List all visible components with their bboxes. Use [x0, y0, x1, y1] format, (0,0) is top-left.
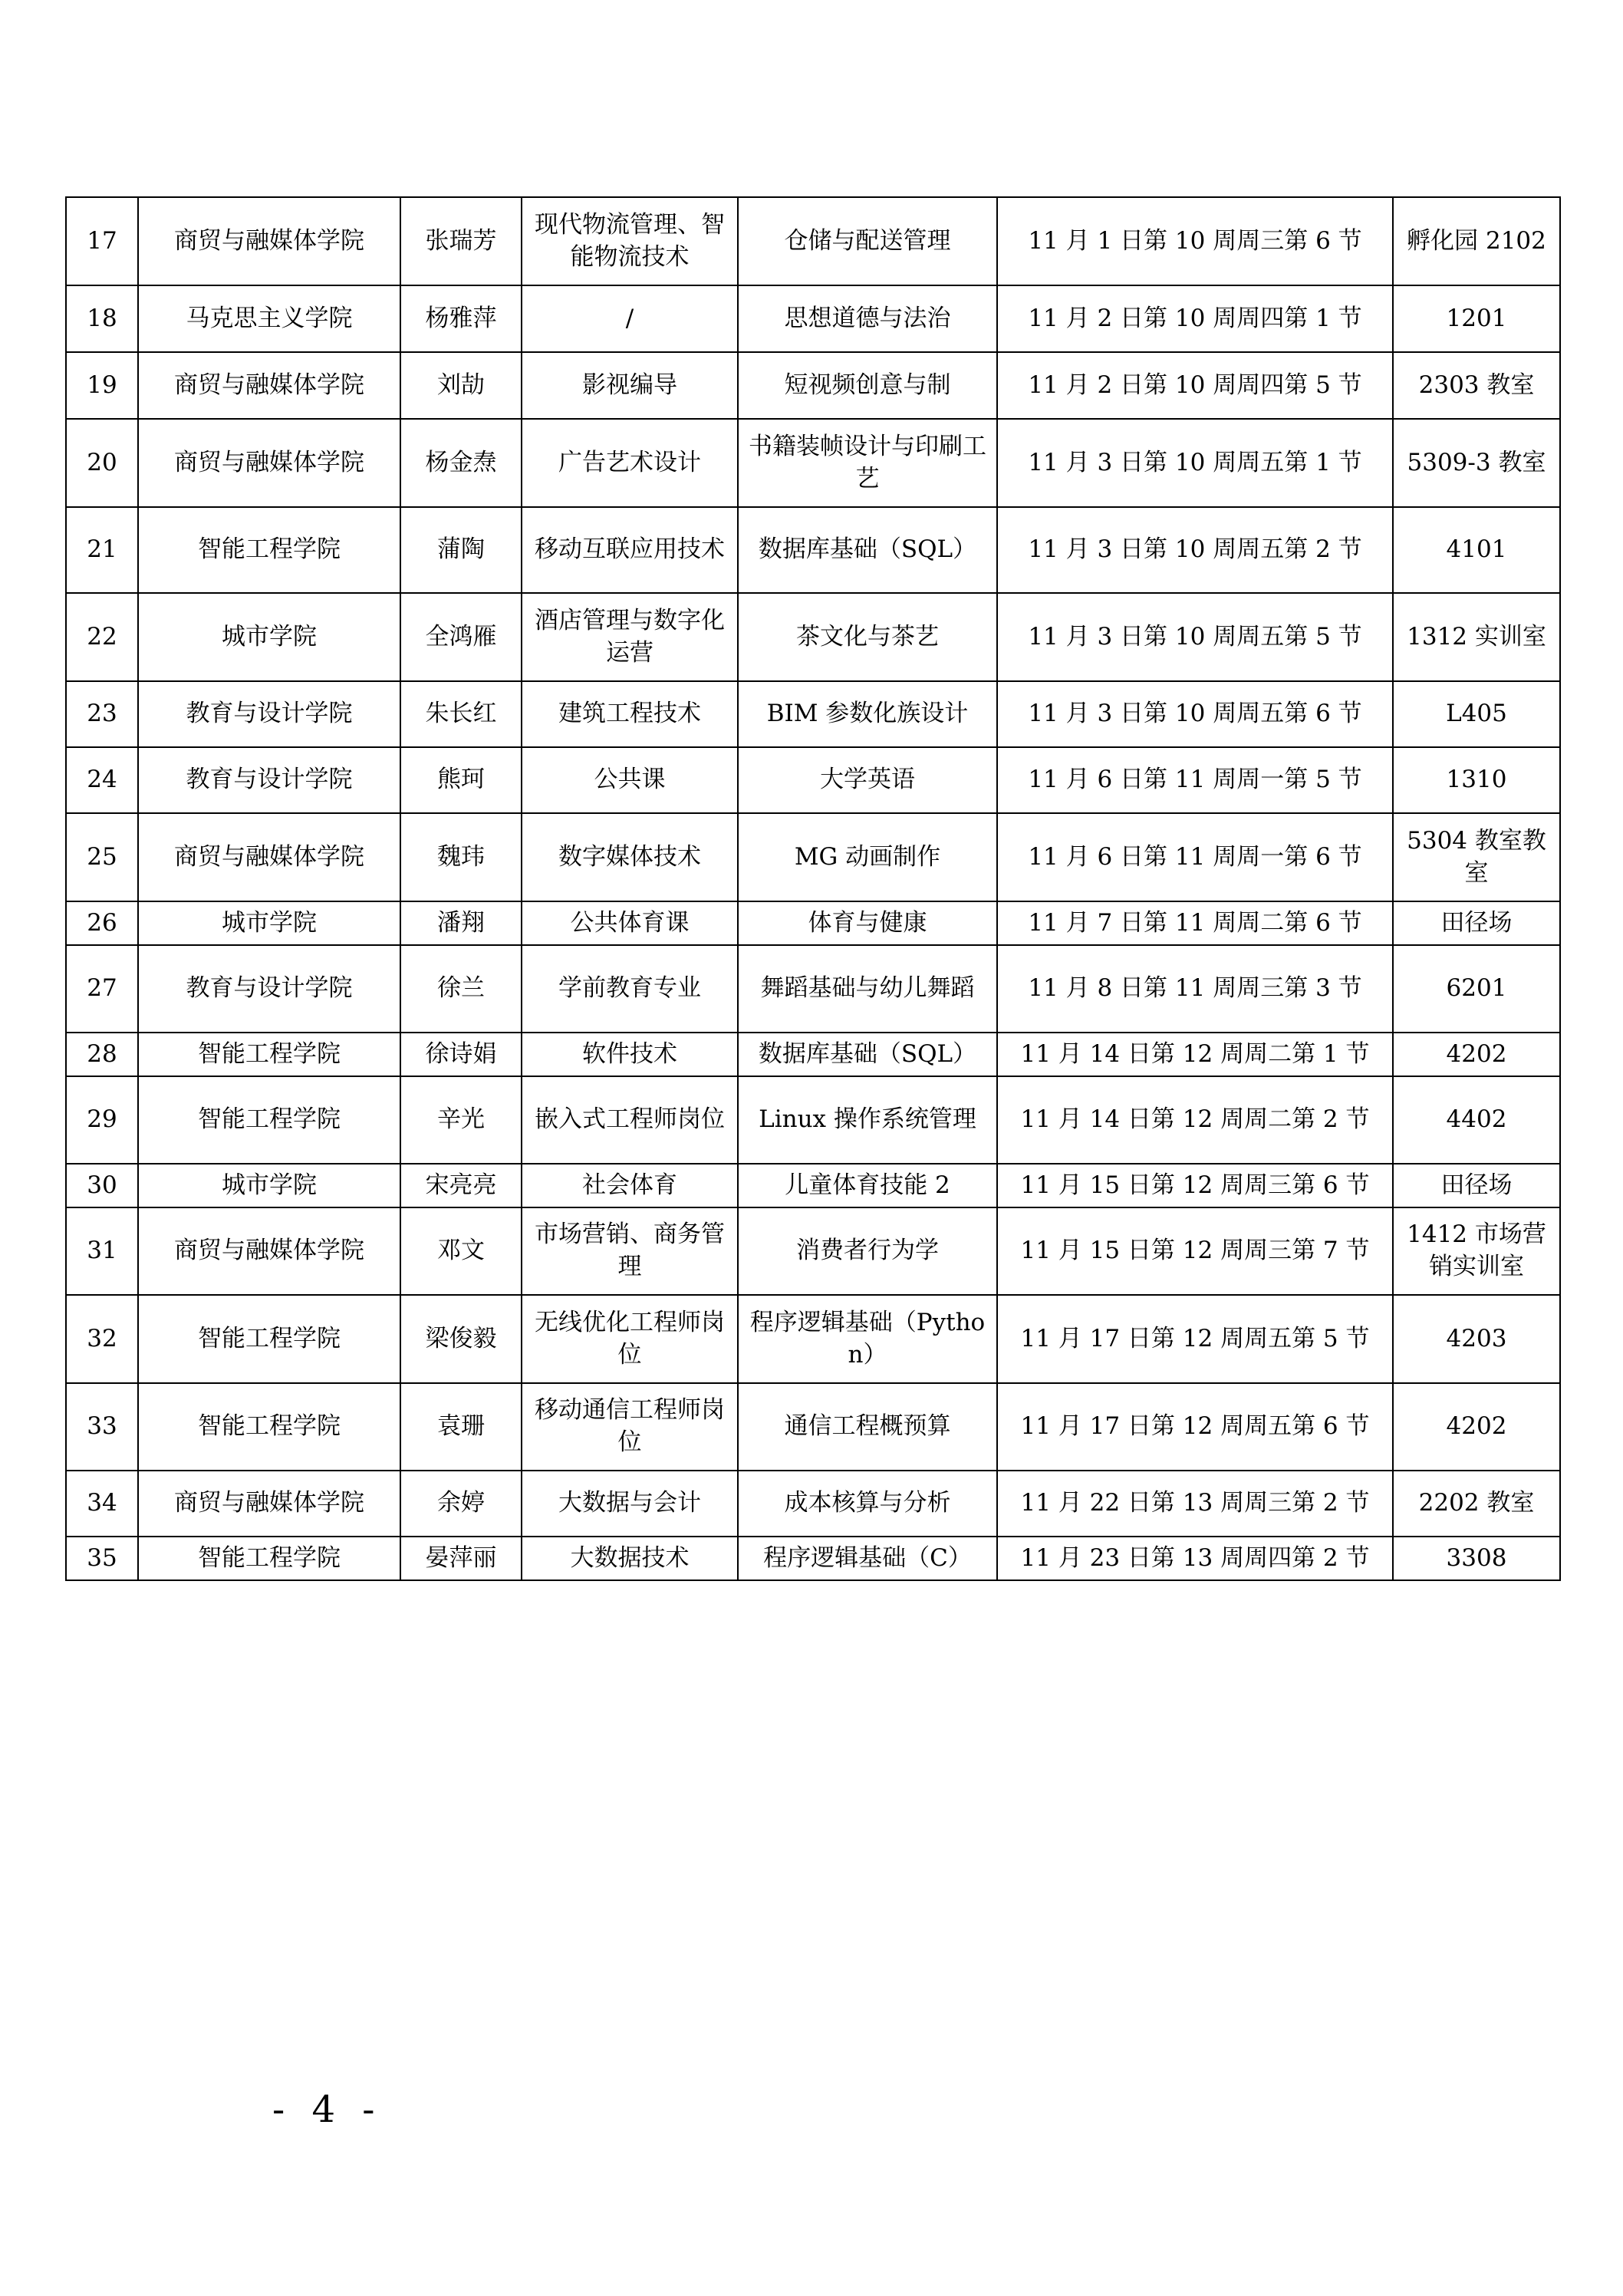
- time-cell: 11 月 3 日第 10 周周五第 1 节: [997, 419, 1393, 507]
- row-number-cell: 21: [66, 507, 138, 593]
- teacher-cell: 余婷: [400, 1471, 522, 1537]
- teacher-cell: 潘翔: [400, 901, 522, 945]
- place-cell: 1201: [1393, 285, 1560, 352]
- teacher-cell: 晏萍丽: [400, 1537, 522, 1580]
- major-cell: 移动互联应用技术: [522, 507, 738, 593]
- college-cell: 商贸与融媒体学院: [138, 419, 400, 507]
- time-cell: 11 月 6 日第 11 周周一第 5 节: [997, 747, 1393, 813]
- teacher-cell: 刘劼: [400, 352, 522, 419]
- row-number-cell: 22: [66, 593, 138, 681]
- time-cell: 11 月 22 日第 13 周周三第 2 节: [997, 1471, 1393, 1537]
- course-cell: Linux 操作系统管理: [738, 1076, 997, 1164]
- row-number-cell: 33: [66, 1383, 138, 1471]
- college-cell: 商贸与融媒体学院: [138, 813, 400, 901]
- table-row: [66, 1295, 1560, 1383]
- row-number-cell: 32: [66, 1295, 138, 1383]
- major-cell: 影视编导: [522, 352, 738, 419]
- college-cell: 教育与设计学院: [138, 945, 400, 1033]
- place-cell: 4402: [1393, 1076, 1560, 1164]
- time-cell: 11 月 6 日第 11 周周一第 6 节: [997, 813, 1393, 901]
- table-row: [66, 197, 1560, 285]
- place-cell: 3308: [1393, 1537, 1560, 1580]
- page-number: - 4 -: [272, 2088, 383, 2131]
- time-cell: 11 月 17 日第 12 周周五第 6 节: [997, 1383, 1393, 1471]
- college-cell: 智能工程学院: [138, 1295, 400, 1383]
- place-cell: 1310: [1393, 747, 1560, 813]
- teacher-cell: 辛光: [400, 1076, 522, 1164]
- time-cell: 11 月 14 日第 12 周周二第 1 节: [997, 1033, 1393, 1076]
- college-cell: 城市学院: [138, 1164, 400, 1207]
- table-row: [66, 1033, 1560, 1076]
- row-number-cell: 26: [66, 901, 138, 945]
- row-number-cell: 20: [66, 419, 138, 507]
- place-cell: 孵化园 2102: [1393, 197, 1560, 285]
- teacher-cell: 蒲陶: [400, 507, 522, 593]
- course-cell: MG 动画制作: [738, 813, 997, 901]
- table-row: [66, 285, 1560, 352]
- teacher-cell: 杨金焘: [400, 419, 522, 507]
- schedule-table: [65, 196, 1561, 1581]
- course-cell: 消费者行为学: [738, 1207, 997, 1295]
- time-cell: 11 月 2 日第 10 周周四第 1 节: [997, 285, 1393, 352]
- place-cell: 6201: [1393, 945, 1560, 1033]
- college-cell: 城市学院: [138, 593, 400, 681]
- college-cell: 教育与设计学院: [138, 681, 400, 747]
- course-cell: 短视频创意与制: [738, 352, 997, 419]
- course-cell: 程序逻辑基础（C）: [738, 1537, 997, 1580]
- teacher-cell: 熊珂: [400, 747, 522, 813]
- table-row: [66, 681, 1560, 747]
- teacher-cell: 全鸿雁: [400, 593, 522, 681]
- time-cell: 11 月 15 日第 12 周周三第 7 节: [997, 1207, 1393, 1295]
- table-row: [66, 813, 1560, 901]
- teacher-cell: 宋亮亮: [400, 1164, 522, 1207]
- place-cell: 1412 市场营销实训室: [1393, 1207, 1560, 1295]
- place-cell: 2303 教室: [1393, 352, 1560, 419]
- time-cell: 11 月 14 日第 12 周周二第 2 节: [997, 1076, 1393, 1164]
- major-cell: 市场营销、商务管理: [522, 1207, 738, 1295]
- teacher-cell: 魏玮: [400, 813, 522, 901]
- time-cell: 11 月 2 日第 10 周周四第 5 节: [997, 352, 1393, 419]
- row-number-cell: 17: [66, 197, 138, 285]
- major-cell: 酒店管理与数字化运营: [522, 593, 738, 681]
- place-cell: 4101: [1393, 507, 1560, 593]
- course-cell: 茶文化与茶艺: [738, 593, 997, 681]
- time-cell: 11 月 17 日第 12 周周五第 5 节: [997, 1295, 1393, 1383]
- time-cell: 11 月 15 日第 12 周周三第 6 节: [997, 1164, 1393, 1207]
- teacher-cell: 徐兰: [400, 945, 522, 1033]
- major-cell: 大数据技术: [522, 1537, 738, 1580]
- major-cell: 大数据与会计: [522, 1471, 738, 1537]
- place-cell: 5304 教室教室: [1393, 813, 1560, 901]
- table-row: [66, 1076, 1560, 1164]
- major-cell: 移动通信工程师岗位: [522, 1383, 738, 1471]
- college-cell: 智能工程学院: [138, 1033, 400, 1076]
- time-cell: 11 月 3 日第 10 周周五第 5 节: [997, 593, 1393, 681]
- major-cell: /: [522, 285, 738, 352]
- course-cell: 通信工程概预算: [738, 1383, 997, 1471]
- row-number-cell: 29: [66, 1076, 138, 1164]
- course-cell: 数据库基础（SQL）: [738, 507, 997, 593]
- table-row: [66, 352, 1560, 419]
- college-cell: 马克思主义学院: [138, 285, 400, 352]
- college-cell: 智能工程学院: [138, 1076, 400, 1164]
- college-cell: 商贸与融媒体学院: [138, 1207, 400, 1295]
- course-cell: 书籍装帧设计与印刷工艺: [738, 419, 997, 507]
- course-cell: BIM 参数化族设计: [738, 681, 997, 747]
- place-cell: 4202: [1393, 1383, 1560, 1471]
- course-cell: 程序逻辑基础（Python）: [738, 1295, 997, 1383]
- course-cell: 大学英语: [738, 747, 997, 813]
- major-cell: 学前教育专业: [522, 945, 738, 1033]
- time-cell: 11 月 23 日第 13 周周四第 2 节: [997, 1537, 1393, 1580]
- table-row: [66, 507, 1560, 593]
- course-cell: 思想道德与法治: [738, 285, 997, 352]
- table-row: [66, 1471, 1560, 1537]
- row-number-cell: 18: [66, 285, 138, 352]
- row-number-cell: 24: [66, 747, 138, 813]
- table-row: [66, 593, 1560, 681]
- college-cell: 商贸与融媒体学院: [138, 352, 400, 419]
- row-number-cell: 23: [66, 681, 138, 747]
- college-cell: 智能工程学院: [138, 1537, 400, 1580]
- major-cell: 现代物流管理、智能物流技术: [522, 197, 738, 285]
- place-cell: 1312 实训室: [1393, 593, 1560, 681]
- major-cell: 公共课: [522, 747, 738, 813]
- table-row: [66, 1537, 1560, 1580]
- table-row: [66, 901, 1560, 945]
- major-cell: 社会体育: [522, 1164, 738, 1207]
- course-cell: 成本核算与分析: [738, 1471, 997, 1537]
- row-number-cell: 19: [66, 352, 138, 419]
- college-cell: 教育与设计学院: [138, 747, 400, 813]
- college-cell: 智能工程学院: [138, 1383, 400, 1471]
- college-cell: 城市学院: [138, 901, 400, 945]
- row-number-cell: 34: [66, 1471, 138, 1537]
- table-row: [66, 1383, 1560, 1471]
- course-cell: 舞蹈基础与幼儿舞蹈: [738, 945, 997, 1033]
- row-number-cell: 35: [66, 1537, 138, 1580]
- teacher-cell: 梁俊毅: [400, 1295, 522, 1383]
- time-cell: 11 月 7 日第 11 周周二第 6 节: [997, 901, 1393, 945]
- major-cell: 嵌入式工程师岗位: [522, 1076, 738, 1164]
- time-cell: 11 月 8 日第 11 周周三第 3 节: [997, 945, 1393, 1033]
- place-cell: 田径场: [1393, 901, 1560, 945]
- table-row: [66, 419, 1560, 507]
- row-number-cell: 30: [66, 1164, 138, 1207]
- time-cell: 11 月 3 日第 10 周周五第 6 节: [997, 681, 1393, 747]
- table-row: [66, 1207, 1560, 1295]
- teacher-cell: 杨雅萍: [400, 285, 522, 352]
- place-cell: L405: [1393, 681, 1560, 747]
- place-cell: 4203: [1393, 1295, 1560, 1383]
- college-cell: 商贸与融媒体学院: [138, 197, 400, 285]
- major-cell: 数字媒体技术: [522, 813, 738, 901]
- major-cell: 公共体育课: [522, 901, 738, 945]
- place-cell: 2202 教室: [1393, 1471, 1560, 1537]
- course-cell: 仓储与配送管理: [738, 197, 997, 285]
- time-cell: 11 月 3 日第 10 周周五第 2 节: [997, 507, 1393, 593]
- major-cell: 广告艺术设计: [522, 419, 738, 507]
- college-cell: 智能工程学院: [138, 507, 400, 593]
- table-row: [66, 1164, 1560, 1207]
- teacher-cell: 袁珊: [400, 1383, 522, 1471]
- place-cell: 4202: [1393, 1033, 1560, 1076]
- teacher-cell: 张瑞芳: [400, 197, 522, 285]
- place-cell: 田径场: [1393, 1164, 1560, 1207]
- time-cell: 11 月 1 日第 10 周周三第 6 节: [997, 197, 1393, 285]
- schedule-table-body: [66, 197, 1560, 1580]
- major-cell: 软件技术: [522, 1033, 738, 1076]
- teacher-cell: 徐诗娟: [400, 1033, 522, 1076]
- place-cell: 5309-3 教室: [1393, 419, 1560, 507]
- major-cell: 无线优化工程师岗位: [522, 1295, 738, 1383]
- row-number-cell: 25: [66, 813, 138, 901]
- college-cell: 商贸与融媒体学院: [138, 1471, 400, 1537]
- teacher-cell: 朱长红: [400, 681, 522, 747]
- table-row: [66, 747, 1560, 813]
- teacher-cell: 邓文: [400, 1207, 522, 1295]
- course-cell: 儿童体育技能 2: [738, 1164, 997, 1207]
- major-cell: 建筑工程技术: [522, 681, 738, 747]
- row-number-cell: 27: [66, 945, 138, 1033]
- row-number-cell: 31: [66, 1207, 138, 1295]
- table-row: [66, 945, 1560, 1033]
- course-cell: 数据库基础（SQL）: [738, 1033, 997, 1076]
- row-number-cell: 28: [66, 1033, 138, 1076]
- course-cell: 体育与健康: [738, 901, 997, 945]
